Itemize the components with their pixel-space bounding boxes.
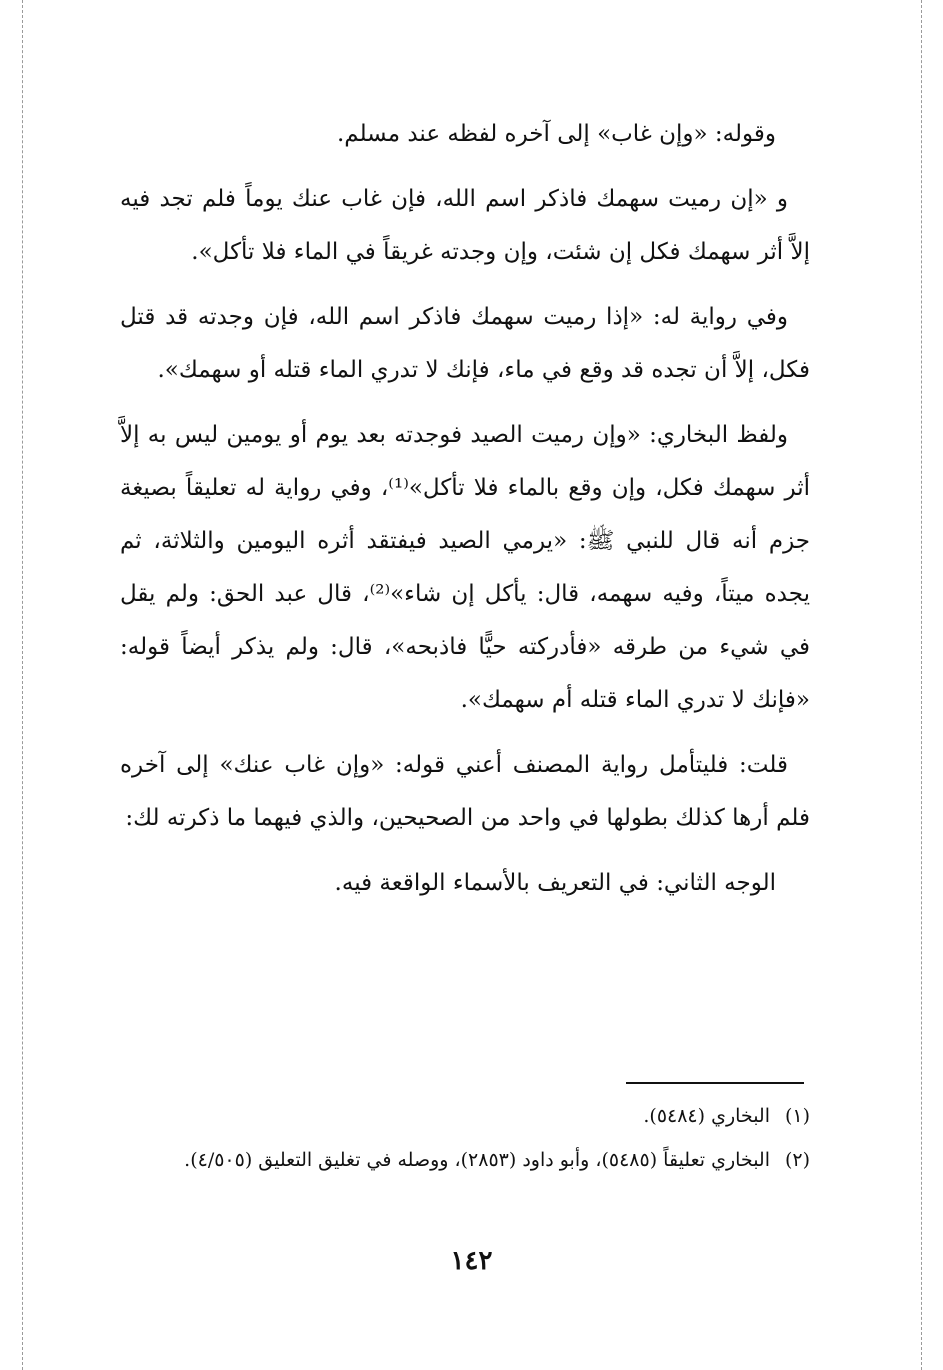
footnote-separator (626, 1082, 804, 1084)
page-number: ١٤٢ (450, 1246, 493, 1276)
footnote-text: البخاري تعليقاً (٥٤٨٥)، وأبو داود (٢٨٥٣)، ووصله في تغليق التعليق (٤/٥٠٥). (184, 1149, 770, 1171)
left-margin-rule (22, 0, 23, 1370)
paragraph-muslim-variant: وفي رواية له: «إذا رميت سهمك فاذكر اسم الله، فإن وجدته قد قتل فكل، إلاَّ أن تجده قد وقع في ماء، فإنك لا تدري الماء قتله أو سهمك». (120, 304, 810, 383)
paragraph-bukhari: ولفظ البخاري: «وإن رميت الصيد فوجدته بعد يوم أو يومين ليس به إلاَّ أثر سهمك فكل، وإن وقع بالماء فلا تأكل»⁽¹⁾، وفي رواية له تعليقاً بصيغة جزم أنه قال للنبي ﷺ: «يرمي الصيد فيفتقد أثره اليومين والثلاثة، ثم يجده ميتاً، وفيه سهمه، قال: يأكل إن شاء»⁽²⁾، قال عبد الحق: ولم يقل في شيء من طرقه «فأدركته حيًّا فاذبحه»، قال: ولم يذكر أيضاً قوله: «فإنك لا تدري الماء قتله أم سهمك». (120, 422, 811, 713)
footnote-2 (120, 1138, 810, 1182)
paragraph-muslim-hadith: و «إن رميت سهمك فاذكر اسم الله، فإن غاب عنك يوماً فلم تجد فيه إلاَّ أثر سهمك فكل إن شئت، وإن وجدته غريقاً في الماء فلا تأكل». (120, 186, 810, 265)
footnotes (120, 1094, 810, 1182)
right-margin-rule (921, 0, 922, 1370)
paragraph-intro: وقوله: «وإن غاب» إلى آخره لفظه عند مسلم. (336, 121, 776, 147)
footnote-text: البخاري (٥٤٨٤). (643, 1105, 770, 1127)
paragraph-author-note: قلت: فليتأمل رواية المصنف أعني قوله: «وإن غاب عنك» إلى آخره فلم أرها كذلك بطولها في واحد من الصحيحين، والذي فيهما ما ذكرته لك: (120, 752, 810, 831)
page-body (120, 108, 810, 910)
footnote-number: (١) (784, 1105, 810, 1127)
footnote-number: (٢) (784, 1149, 810, 1171)
footnote-1 (120, 1094, 810, 1138)
section-heading-second-aspect: الوجه الثاني: في التعريف بالأسماء الواقعة فيه. (334, 870, 776, 896)
